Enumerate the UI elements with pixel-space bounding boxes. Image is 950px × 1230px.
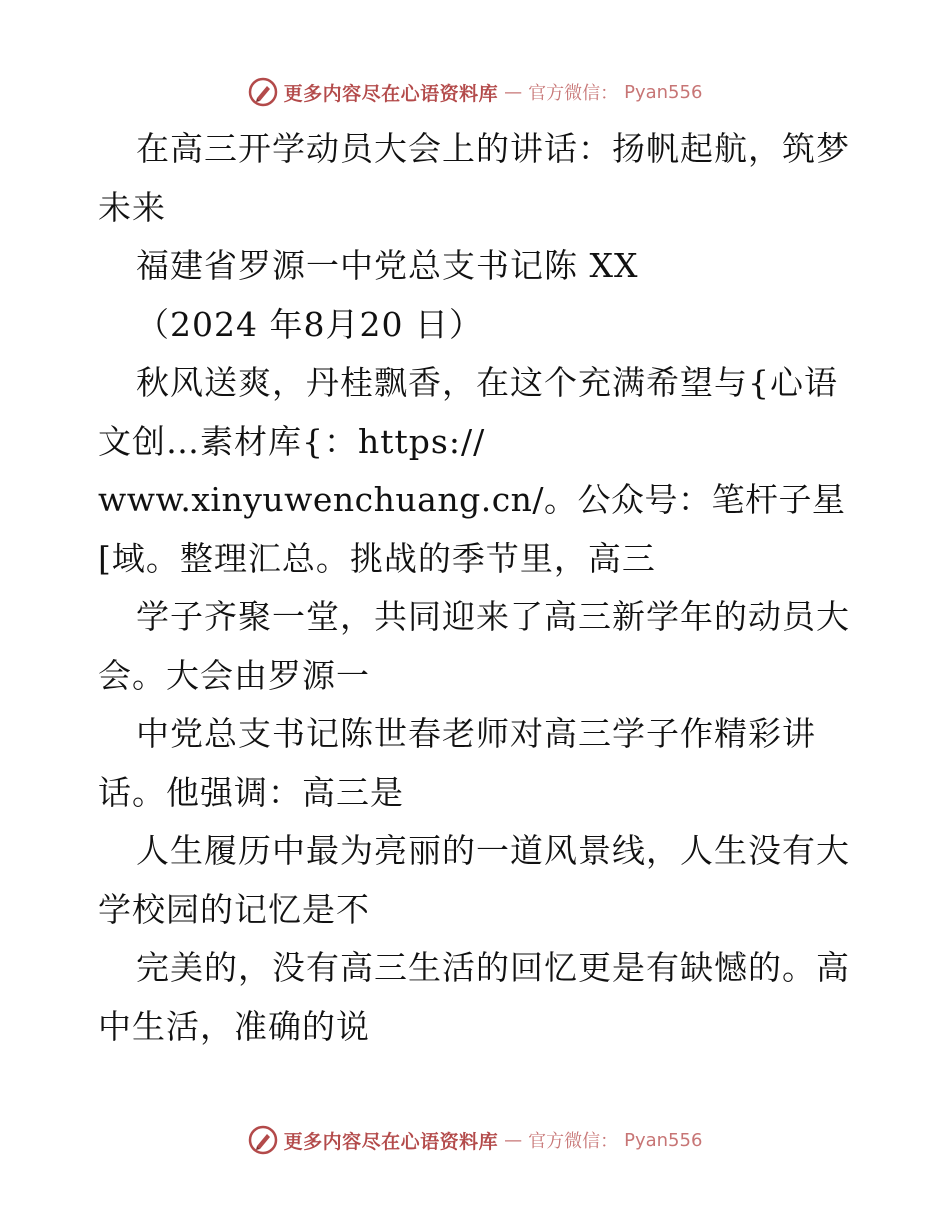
- watermark-label: 官方微信：: [528, 1131, 619, 1152]
- paragraph-line: 完美的，没有高三生活的回忆更是有缺憾的。高: [136, 948, 850, 987]
- pen-logo-icon: [248, 1125, 278, 1155]
- paragraph-line: 学子齐聚一堂，共同迎来了高三新学年的动员大: [136, 597, 850, 636]
- paragraph-line: 话。他强调：高三是: [98, 772, 404, 812]
- date-line: （2024 年8月20 日）: [136, 304, 483, 344]
- paragraph-line: 秋风送爽，丹桂飘香，在这个充满希望与{心语: [136, 363, 838, 402]
- paragraph-line: 中党总支书记陈世春老师对高三学子作精彩讲: [136, 714, 816, 753]
- watermark-wechat-id: Pyan556: [624, 1129, 703, 1151]
- header-watermark: [0, 72, 950, 112]
- pen-logo-icon: [248, 77, 278, 107]
- paragraph-line: 中生活，准确的说: [98, 1006, 370, 1046]
- watermark-text: 更多内容尽在心语资料库: [283, 82, 499, 105]
- watermark-wechat-id: Pyan556: [624, 81, 703, 103]
- title-line-2: 未来: [98, 187, 166, 227]
- watermark-dash: —: [504, 81, 523, 103]
- footer-watermark: [0, 1120, 950, 1160]
- paragraph-line: 会。大会由罗源一: [98, 655, 370, 695]
- paragraph-line: www.xinyuwenchuang.cn/。公众号：笔杆子星: [98, 480, 846, 519]
- watermark-label: 官方微信：: [528, 83, 619, 104]
- author-line: 福建省罗源一中党总支书记陈 XX: [136, 246, 639, 285]
- paragraph-line: 学校园的记忆是不: [98, 889, 370, 929]
- watermark-text: 更多内容尽在心语资料库: [283, 1130, 499, 1153]
- document-body: [98, 120, 858, 1056]
- paragraph-line: 文创…素材库{：https://: [98, 421, 486, 461]
- paragraph-line: [域。整理汇总。挑战的季节里，高三: [98, 538, 656, 578]
- watermark-dash: —: [504, 1129, 523, 1151]
- paragraph-line: 人生履历中最为亮丽的一道风景线，人生没有大: [136, 831, 850, 870]
- title-line-1: 在高三开学动员大会上的讲话：扬帆起航，筑梦: [136, 129, 850, 168]
